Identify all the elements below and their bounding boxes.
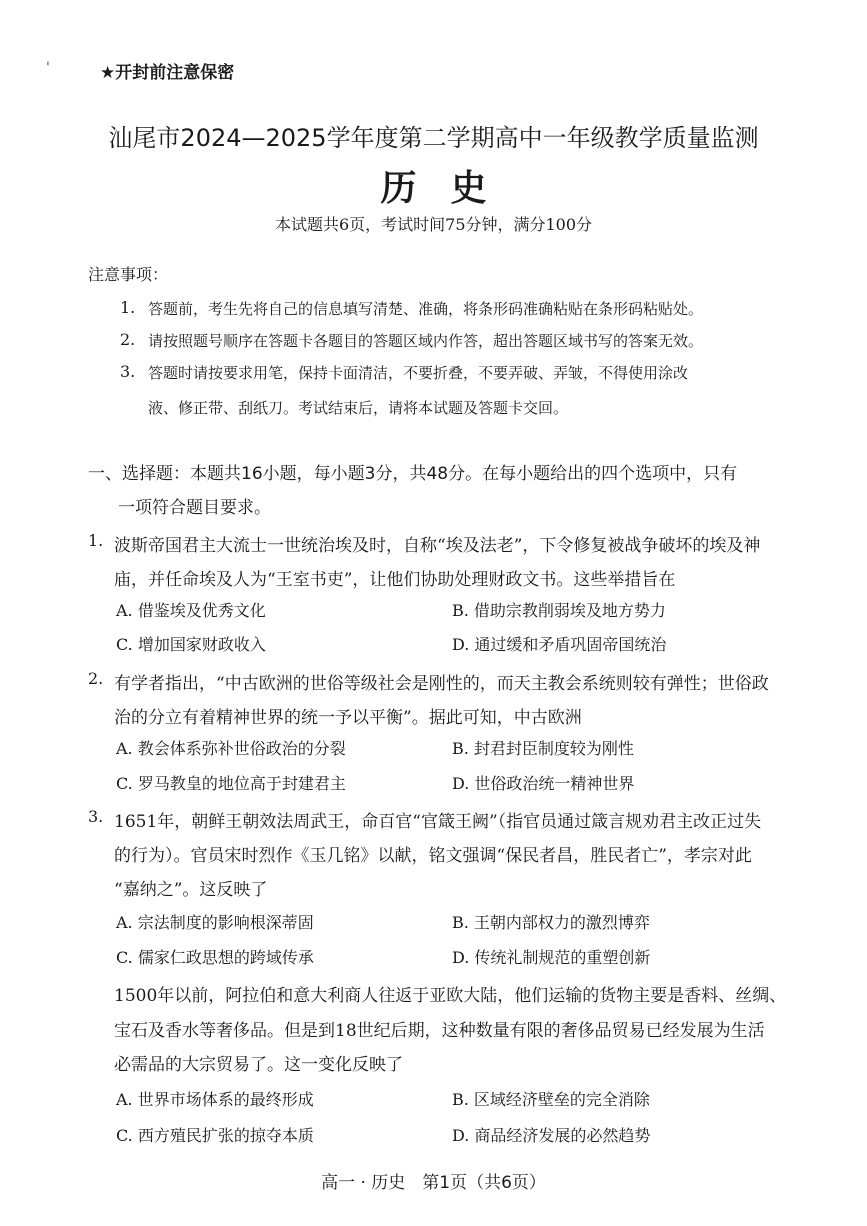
- notice-number: 2.: [120, 330, 136, 349]
- paper-info: 本试题共6页，考试时间75分钟，满分100分: [274, 215, 593, 234]
- question-stem: 1651年，朝鲜王朝效法周武王，命百官“官箴王阙”（指官员通过箴言规劝君主改正过失: [114, 812, 762, 832]
- question-stem: 庙，并任命埃及人为“王室书吏”，让他们协助处理财政文书。这些举措旨在: [114, 570, 676, 590]
- option-d: D. 通过缓和矛盾巩固帝国统治: [452, 635, 667, 654]
- question-stem: 必需品的大宗贸易了。这一变化反映了: [114, 1055, 403, 1075]
- option-d: D. 世俗政治统一精神世界: [452, 774, 635, 793]
- notice-number: 3.: [120, 362, 136, 381]
- option-b: B. 封君封臣制度较为刚性: [452, 739, 634, 758]
- subject-title: 历史: [380, 167, 521, 209]
- option-a: A. 世界市场体系的最终形成: [116, 1090, 314, 1109]
- option-c: C. 增加国家财政收入: [116, 635, 266, 654]
- question-stem: 1500年以前，阿拉伯和意大利商人往返于亚欧大陆，他们运输的货物主要是香料、丝绸、: [114, 986, 787, 1006]
- option-d: D. 传统礼制规范的重塑创新: [452, 948, 651, 967]
- option-c: C. 罗马教皇的地位高于封建君主: [116, 774, 346, 793]
- notice-heading: 注意事项：: [88, 265, 169, 284]
- question-stem: “嘉纳之”。这反映了: [114, 880, 268, 900]
- margin-mark: ': [46, 60, 50, 76]
- notice-item-text: 答题前，考生先将自己的信息填写清楚、准确，将条形码准确粘贴在条形码粘贴处。: [148, 300, 704, 318]
- option-b: B. 王朝内部权力的激烈博弈: [452, 913, 650, 932]
- notice-item-text: 请按照题号顺序在答题卡各题目的答题区域内作答，超出答题区域书写的答案无效。: [148, 332, 704, 350]
- question-number: 1.: [88, 531, 104, 550]
- notice-item-text: 答题时请按要求用笔，保持卡面清洁，不要折叠，不要弄破、弄皱，不得使用涂改: [148, 364, 689, 382]
- option-c: C. 西方殖民扩张的掠夺本质: [116, 1126, 314, 1145]
- option-c: C. 儒家仁政思想的跨域传承: [116, 948, 314, 967]
- question-stem: 宝石及香水等奢侈品。但是到18世纪后期，这种数量有限的奢侈品贸易已经发展为生活: [114, 1021, 765, 1041]
- confidential-label: ★开封前注意保密: [100, 63, 235, 83]
- section-heading: 一项符合题目要求。: [118, 498, 271, 518]
- section-heading: 一、选择题：本题共16小题，每小题3分，共48分。在每小题给出的四个选项中，只有: [88, 464, 738, 484]
- option-a: A. 借鉴埃及优秀文化: [116, 601, 266, 620]
- page-footer: 高一 · 历史 第1页（共6页）: [321, 1173, 546, 1193]
- question-stem: 有学者指出，“中古欧洲的世俗等级社会是刚性的，而天主教会系统则较有弹性；世俗政: [114, 674, 769, 694]
- question-stem: 波斯帝国君主大流士一世统治埃及时，自称“埃及法老”，下令修复被战争破坏的埃及神: [114, 536, 761, 556]
- question-stem: 治的分立有着精神世界的统一予以平衡”。据此可知，中古欧洲: [114, 708, 582, 728]
- exam-title: 汕尾市2024—2025学年度第二学期高中一年级教学质量监测: [108, 124, 759, 152]
- notice-item-text: 液、修正带、刮纸刀。考试结束后，请将本试题及答题卡交回。: [148, 399, 569, 417]
- option-b: B. 区域经济壁垒的完全消除: [452, 1090, 650, 1109]
- notice-number: 1.: [120, 298, 136, 317]
- question-number: 3.: [88, 807, 104, 826]
- option-b: B. 借助宗教削弱埃及地方势力: [452, 601, 666, 620]
- question-stem: 的行为）。官员宋时烈作《玉几铭》以献，铭文强调“保民者昌，胜民者亡”，孝宗对此: [114, 846, 752, 866]
- option-d: D. 商品经济发展的必然趋势: [452, 1126, 651, 1145]
- option-a: A. 教会体系弥补世俗政治的分裂: [116, 739, 346, 758]
- option-a: A. 宗法制度的影响根深蒂固: [116, 913, 314, 932]
- question-number: 2.: [88, 669, 104, 688]
